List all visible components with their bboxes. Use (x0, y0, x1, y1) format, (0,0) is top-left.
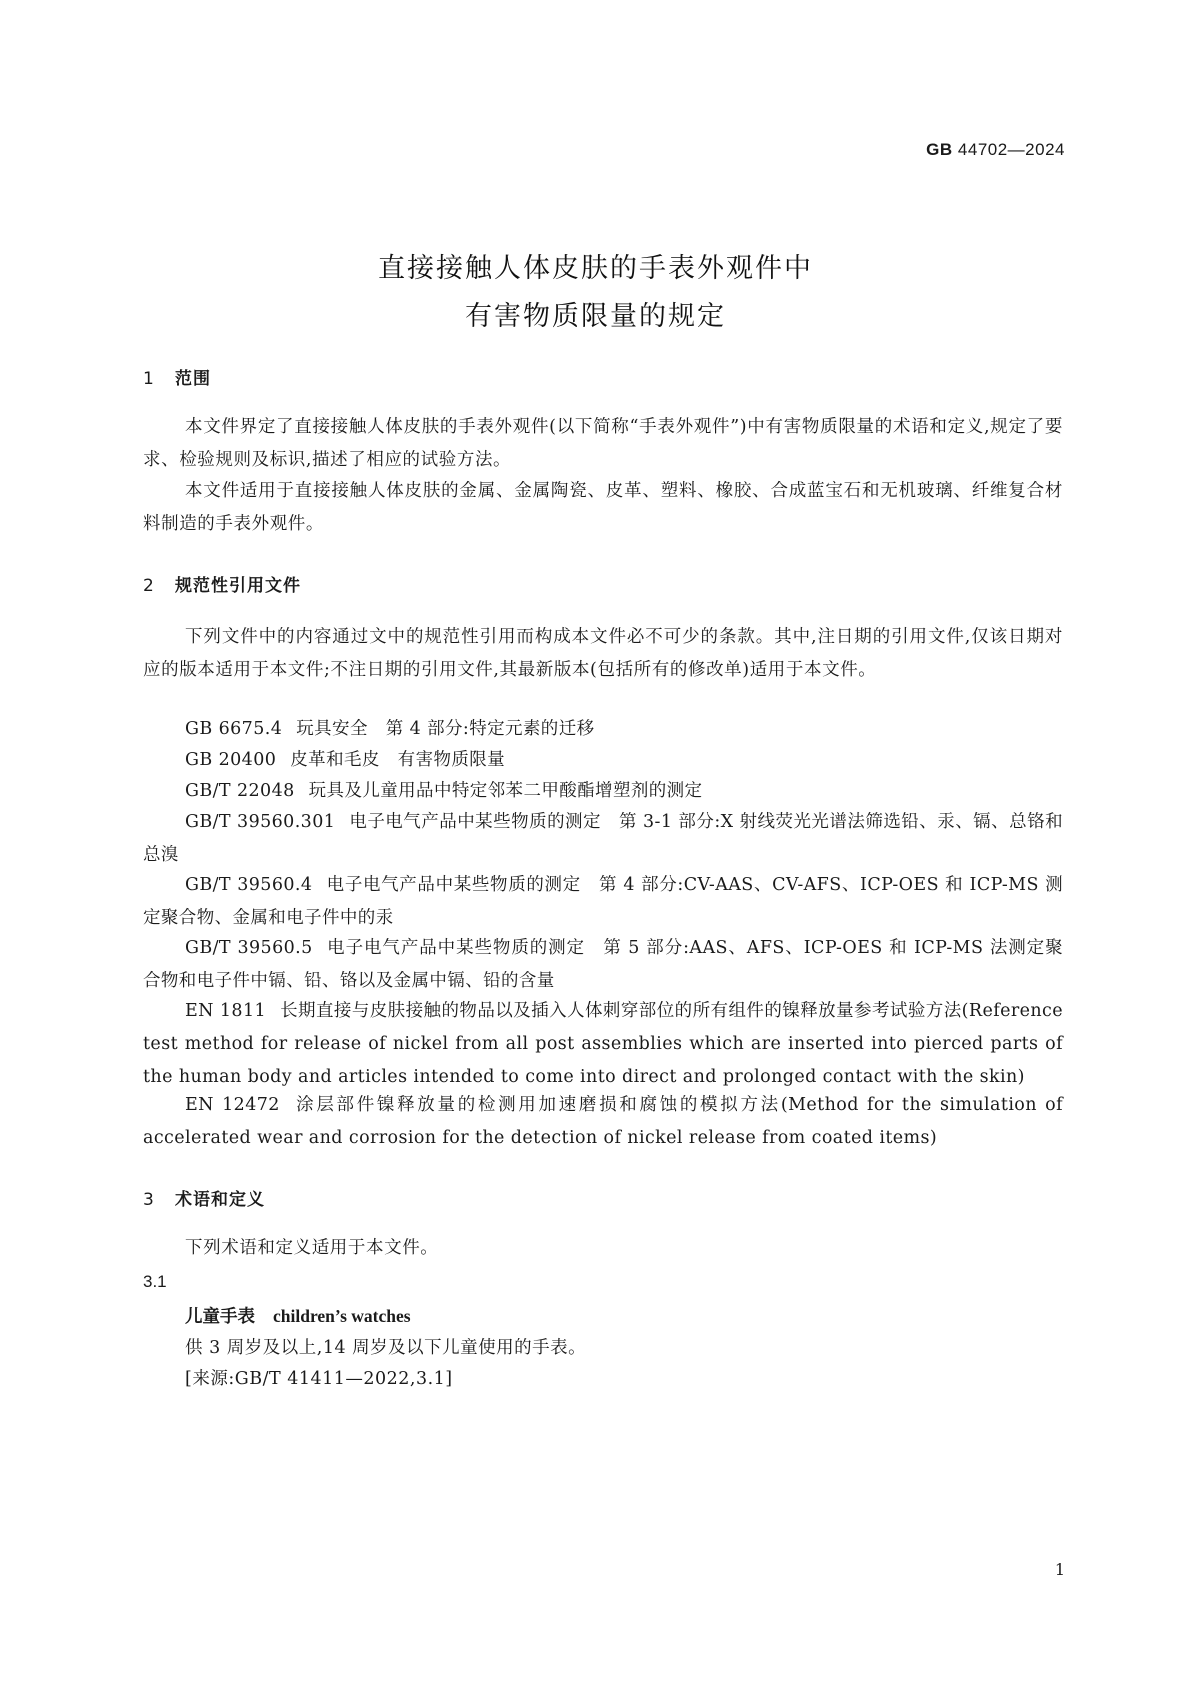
reference-code: EN 12472 (185, 1095, 280, 1115)
section-number: 1 (143, 369, 155, 389)
reference-item (143, 995, 1063, 1094)
standard-number: 44702—2024 (957, 140, 1065, 159)
reference-item (143, 744, 1063, 777)
scope-paragraph-2: 本文件适用于直接接触人体皮肤的金属、金属陶瓷、皮革、塑料、橡胶、合成蓝宝石和无机玻璃、纤维复合材料制造的手表外观件。 (143, 481, 1063, 534)
term-chinese: 儿童手表 (185, 1307, 255, 1327)
terms-intro-paragraph: 下列术语和定义适用于本文件。 (185, 1238, 439, 1258)
section-heading-scope (143, 364, 211, 389)
term-number: 3.1 (143, 1272, 167, 1291)
term-english: children’s watches (273, 1306, 411, 1326)
scope-paragraph-1: 本文件界定了直接接触人体皮肤的手表外观件(以下简称“手表外观件”)中有害物质限量的术语和定义,规定了要求、检验规则及标识,描述了相应的试验方法。 (143, 417, 1063, 470)
section-title: 范围 (175, 369, 211, 389)
section-heading-terms-definitions (143, 1185, 265, 1210)
reference-title: 涂层部件镍释放量的检测用加速磨损和腐蚀的模拟方法(Method for the simulation of accelerated wear and corrosion for the detection of nickel release from coated items) (143, 1095, 1063, 1148)
term-heading (185, 1303, 411, 1328)
section-title: 术语和定义 (175, 1190, 265, 1210)
reference-code: GB 6675.4 (185, 719, 283, 739)
term-definition: 供 3 周岁及以上,14 周岁及以下儿童使用的手表。 (185, 1338, 587, 1358)
page-number: 1 (1054, 1560, 1065, 1579)
reference-item (143, 713, 1063, 746)
reference-title: 电子电气产品中某些物质的测定 第 3-1 部分:X 射线荧光光谱法筛选铅、汞、镉、总铬和总溴 (143, 812, 1063, 865)
term-source: [来源:GB/T 41411—2022,3.1] (185, 1369, 453, 1389)
section-number: 2 (143, 576, 155, 596)
reference-title: 玩具及儿童用品中特定邻苯二甲酸酯增塑剂的测定 (308, 781, 703, 801)
reference-title: 电子电气产品中某些物质的测定 第 5 部分:AAS、AFS、ICP-OES 和 ICP-MS 法测定聚合物和电子件中镉、铅、铬以及金属中镉、铅的含量 (143, 938, 1063, 991)
standard-code (926, 140, 1065, 160)
standard-prefix: GB (926, 140, 953, 159)
section-title: 规范性引用文件 (175, 576, 301, 596)
reference-item (143, 932, 1063, 998)
references-intro-paragraph: 下列文件中的内容通过文中的规范性引用而构成本文件必不可少的条款。其中,注日期的引用文件,仅该日期对应的版本适用于本文件;不注日期的引用文件,其最新版本(包括所有的修改单)适用于本文件。 (143, 627, 1063, 680)
reference-code: GB/T 39560.5 (185, 938, 313, 958)
section-heading-normative-references (143, 571, 301, 596)
reference-code: GB/T 39560.301 (185, 812, 336, 832)
document-title-line-2: 有害物质限量的规定 (465, 301, 726, 332)
reference-title: 皮革和毛皮 有害物质限量 (290, 750, 506, 770)
reference-item (143, 1089, 1063, 1155)
reference-item (143, 775, 1063, 808)
reference-item (143, 806, 1063, 872)
reference-code: EN 1811 (185, 1001, 267, 1021)
reference-title: 长期直接与皮肤接触的物品以及插入人体刺穿部位的所有组件的镍释放量参考试验方法(Reference test method for release of nickel from all post assemblies which are inserted into pierced parts of the human body and articles intended to come into direct and prolonged contact with the skin) (143, 1001, 1063, 1087)
section-number: 3 (143, 1190, 155, 1210)
reference-title: 电子电气产品中某些物质的测定 第 4 部分:CV-AAS、CV-AFS、ICP-OES 和 ICP-MS 测定聚合物、金属和电子件中的汞 (143, 875, 1064, 928)
reference-title: 玩具安全 第 4 部分:特定元素的迁移 (296, 719, 595, 739)
document-title-line-1: 直接接触人体皮肤的手表外观件中 (378, 253, 813, 284)
reference-code: GB/T 39560.4 (185, 875, 313, 895)
reference-item (143, 869, 1063, 935)
reference-code: GB 20400 (185, 750, 277, 770)
reference-code: GB/T 22048 (185, 781, 295, 801)
